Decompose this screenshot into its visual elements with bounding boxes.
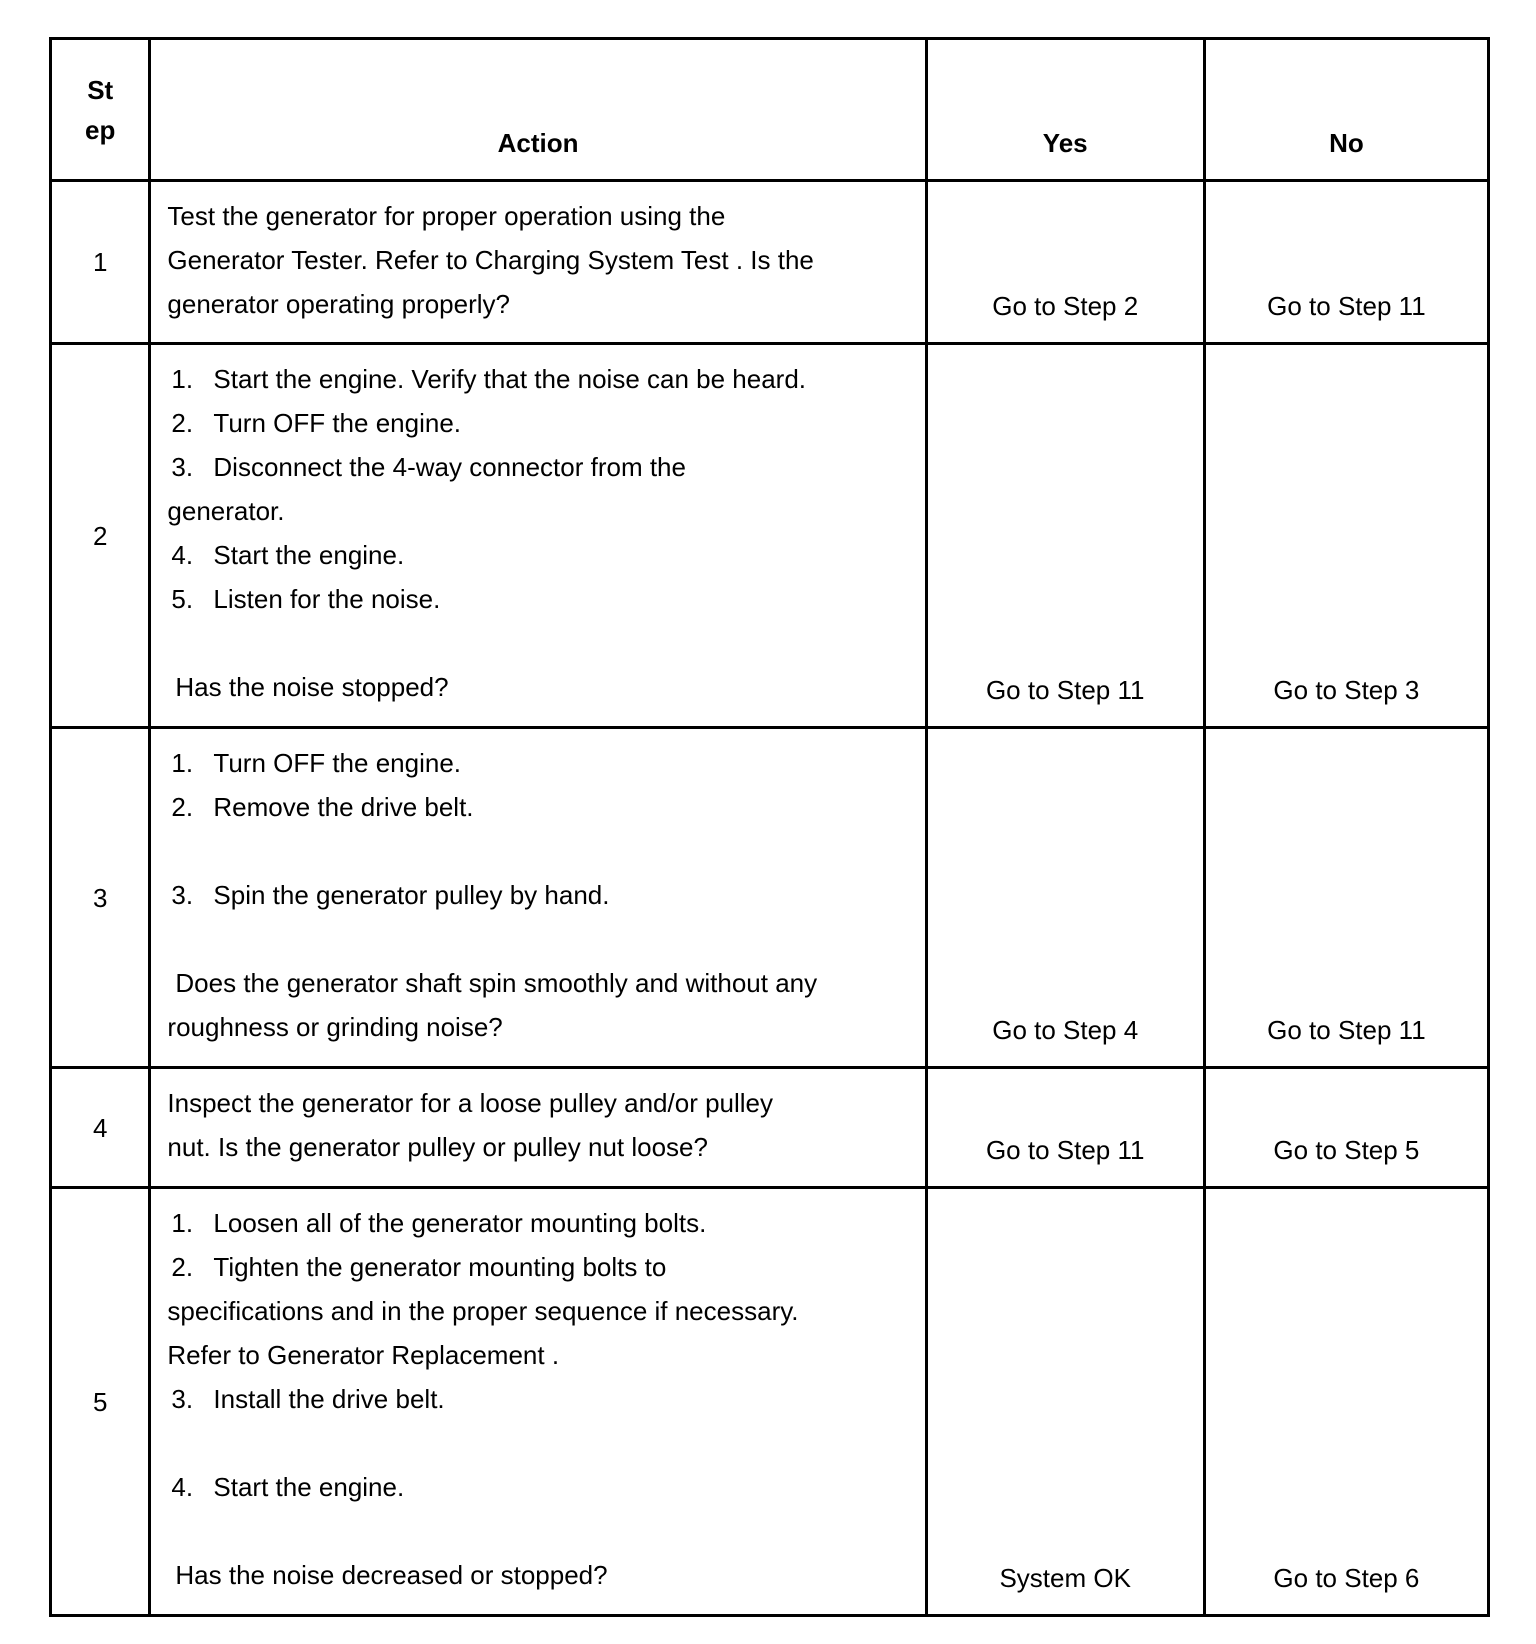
list-text: Remove the drive belt. — [213, 792, 474, 822]
header-step-line1: St — [87, 74, 114, 105]
table-row — [51, 1188, 1489, 1616]
yes-result: System OK — [926, 1188, 1204, 1616]
list-number: 2. — [171, 408, 194, 438]
step-number: 5 — [51, 1188, 150, 1616]
list-item — [167, 1245, 908, 1289]
header-step — [51, 39, 150, 181]
action-text: Inspect the generator for a loose pulley and/or pulley — [167, 1088, 774, 1118]
table-row — [51, 1068, 1489, 1188]
question-text: Does the generator shaft spin smoothly and without any — [175, 968, 818, 998]
list-text: Loosen all of the generator mounting bolts. — [213, 1208, 707, 1238]
list-text: Start the engine. — [213, 1472, 405, 1502]
wrapped-text: Refer to Generator Replacement . — [167, 1340, 560, 1370]
list-number: 2. — [171, 1252, 194, 1282]
list-item — [167, 1465, 908, 1509]
spacer — [167, 829, 908, 873]
no-result: Go to Step 6 — [1204, 1188, 1488, 1616]
list-text: Listen for the noise. — [213, 584, 441, 614]
no-result: Go to Step 11 — [1204, 728, 1488, 1068]
list-number: 3. — [171, 880, 194, 910]
list-number: 1. — [171, 748, 194, 778]
list-text: Install the drive belt. — [213, 1384, 445, 1414]
list-item — [167, 577, 908, 621]
action-cell — [150, 344, 926, 728]
list-text: Disconnect the 4-way connector from the — [213, 452, 686, 482]
list-text: Turn OFF the engine. — [213, 408, 462, 438]
table-row — [51, 728, 1489, 1068]
list-number: 1. — [171, 1208, 194, 1238]
list-item — [167, 873, 908, 917]
spacer — [167, 1509, 908, 1553]
list-text: Turn OFF the engine. — [213, 748, 462, 778]
list-item — [167, 357, 908, 401]
list-text: Start the engine. Verify that the noise can be heard. — [213, 364, 807, 394]
yes-result: Go to Step 4 — [926, 728, 1204, 1068]
list-text: Spin the generator pulley by hand. — [213, 880, 610, 910]
list-item — [167, 445, 908, 489]
list-number: 2. — [171, 792, 194, 822]
list-text: Start the engine. — [213, 540, 405, 570]
list-item — [167, 785, 908, 829]
yes-result: Go to Step 11 — [926, 1068, 1204, 1188]
spacer — [167, 917, 908, 961]
list-number: 3. — [171, 452, 194, 482]
header-yes: Yes — [926, 39, 1204, 181]
action-text: Generator Tester. Refer to Charging System Test . Is the — [167, 245, 814, 275]
action-text: Test the generator for proper operation using the — [167, 201, 726, 231]
table-row — [51, 181, 1489, 344]
header-step-line2: ep — [85, 114, 116, 145]
header-no: No — [1204, 39, 1488, 181]
action-cell — [150, 181, 926, 344]
step-number: 1 — [51, 181, 150, 344]
list-item — [167, 741, 908, 785]
action-cell — [150, 728, 926, 1068]
action-cell — [150, 1188, 926, 1616]
question-text: Has the noise stopped? — [175, 672, 449, 702]
wrapped-text: specifications and in the proper sequence if necessary. — [167, 1296, 799, 1326]
table-header-row — [51, 39, 1489, 181]
table-row — [51, 344, 1489, 728]
header-action: Action — [150, 39, 926, 181]
diagnostic-table — [49, 37, 1490, 1617]
question-text: Has the noise decreased or stopped? — [175, 1560, 608, 1590]
no-result: Go to Step 11 — [1204, 181, 1488, 344]
wrapped-text: generator. — [167, 496, 285, 526]
step-number: 3 — [51, 728, 150, 1068]
list-number: 5. — [171, 584, 194, 614]
action-text: nut. Is the generator pulley or pulley nut loose? — [167, 1132, 708, 1162]
list-item — [167, 533, 908, 577]
step-number: 4 — [51, 1068, 150, 1188]
action-cell — [150, 1068, 926, 1188]
list-number: 4. — [171, 1472, 194, 1502]
yes-result: Go to Step 11 — [926, 344, 1204, 728]
action-text: generator operating properly? — [167, 289, 510, 319]
step-number: 2 — [51, 344, 150, 728]
list-number: 1. — [171, 364, 194, 394]
list-item — [167, 1377, 908, 1421]
list-number: 4. — [171, 540, 194, 570]
list-item — [167, 401, 908, 445]
no-result: Go to Step 5 — [1204, 1068, 1488, 1188]
no-result: Go to Step 3 — [1204, 344, 1488, 728]
question-text: roughness or grinding noise? — [167, 1012, 503, 1042]
spacer — [167, 621, 908, 665]
list-text: Tighten the generator mounting bolts to — [213, 1252, 667, 1282]
list-number: 3. — [171, 1384, 194, 1414]
yes-result: Go to Step 2 — [926, 181, 1204, 344]
list-item — [167, 1201, 908, 1245]
spacer — [167, 1421, 908, 1465]
